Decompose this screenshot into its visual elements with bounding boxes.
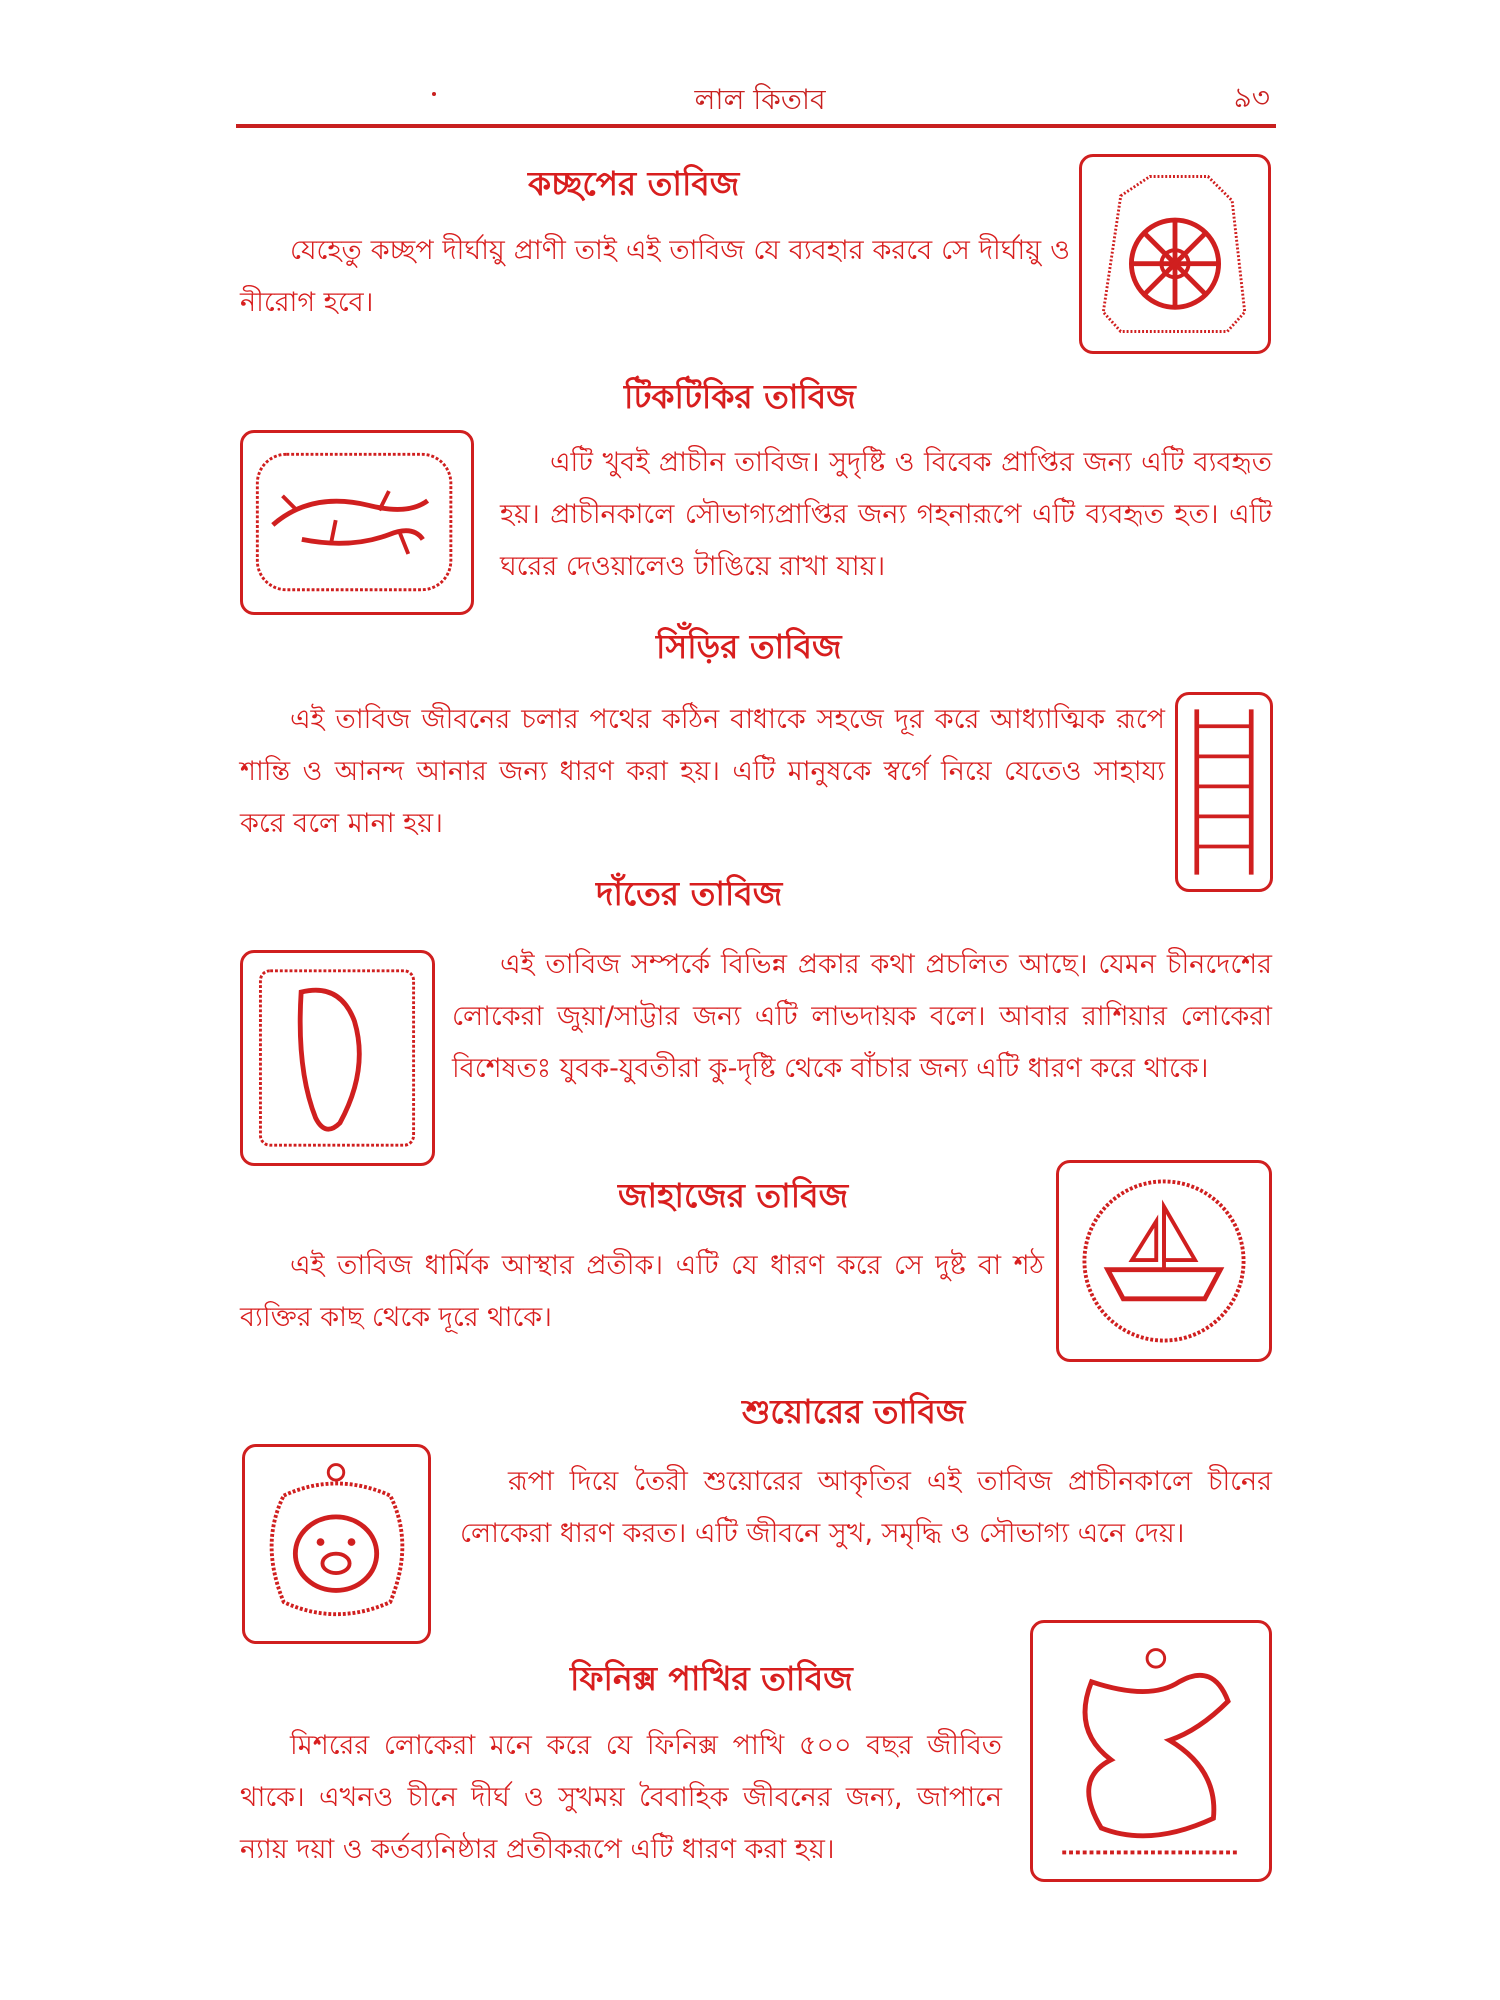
section-text-pig: রূপা দিয়ে তৈরী শুয়োরের আকৃতির এই তাবিজ প্রাচীনকালে চীনের লোকেরা ধারণ করত। এটি জীবনে সুখ, সমৃদ্ধি ও সৌভাগ্য এনে দেয়।	[460, 1466, 1272, 1549]
running-title: লাল কিতাব	[694, 83, 826, 116]
section-heading-ship: জাহাজের তাবিজ	[618, 1176, 849, 1215]
turtle-amulet-image	[1079, 154, 1271, 354]
page-number: ৯৩	[1233, 81, 1270, 114]
section-heading-pig: শুয়োরের তাবিজ	[742, 1392, 966, 1431]
section-text-ladder: এই তাবিজ জীবনের চলার পথের কঠিন বাধাকে সহজে দূর করে আধ্যাত্মিক রূপে শান্তি ও আনন্দ আনার জন্য ধারণ করা হয়। এটি মানুষকে স্বর্গে নিয়ে যেতেও সাহায্য করে বলে মানা হয়।	[240, 704, 1165, 839]
header-dot	[432, 92, 436, 96]
section-text-lizard: এটি খুবই প্রাচীন তাবিজ। সুদৃষ্টি ও বিবেক প্রাপ্তির জন্য এটি ব্যবহৃত হয়। প্রাচীনকালে সৌভাগ্যপ্রাপ্তির জন্য গহনারূপে এটি ব্যবহৃত হত। এটি ঘরের দেওয়ালেও টাঙিয়ে রাখা যায়।	[500, 447, 1272, 582]
section-heading-phoenix: ফিনিক্স পাখির তাবিজ	[570, 1659, 853, 1698]
section-text-tooth: এই তাবিজ সম্পর্কে বিভিন্ন প্রকার কথা প্রচলিত আছে। যেমন চীনদেশের লোকেরা জুয়া/সাট্টার জন্য এটি লাভদায়ক বলে। আবার রাশিয়ার লোকেরা বিশেষতঃ যুবক-যুবতীরা কু-দৃষ্টি থেকে বাঁচার জন্য এটি ধারণ করে থাকে।	[452, 949, 1272, 1084]
ship-amulet-image	[1056, 1160, 1272, 1362]
tooth-amulet-image	[240, 950, 435, 1166]
section-heading-lizard: টিকটিকির তাবিজ	[624, 377, 856, 416]
header-rule	[236, 124, 1276, 128]
lizard-amulet-image	[240, 430, 474, 615]
section-heading-ladder: সিঁড়ির তাবিজ	[656, 627, 842, 666]
section-text-ship: এই তাবিজ ধার্মিক আস্থার প্রতীক। এটি যে ধারণ করে সে দুষ্ট বা শঠ ব্যক্তির কাছ থেকে দূরে থাকে।	[240, 1250, 1044, 1333]
phoenix-amulet-image	[1030, 1620, 1272, 1882]
pig-amulet-image	[242, 1444, 431, 1644]
section-heading-turtle: কচ্ছপের তাবিজ	[528, 164, 740, 203]
ladder-amulet-image	[1175, 692, 1273, 892]
section-text-turtle: যেহেতু কচ্ছপ দীর্ঘায়ু প্রাণী তাই এই তাবিজ যে ব্যবহার করবে সে দীর্ঘায়ু ও নীরোগ হবে।	[240, 235, 1070, 318]
section-text-phoenix: মিশরের লোকেরা মনে করে যে ফিনিক্স পাখি ৫০০ বছর জীবিত থাকে। এখনও চীনে দীর্ঘ ও সুখময় বৈবাহিক জীবনের জন্য, জাপানে ন্যায় দয়া ও কর্তব্যনিষ্ঠার প্রতীকরূপে এটি ধারণ করা হয়।	[240, 1730, 1002, 1865]
section-heading-tooth: দাঁতের তাবিজ	[596, 874, 783, 913]
